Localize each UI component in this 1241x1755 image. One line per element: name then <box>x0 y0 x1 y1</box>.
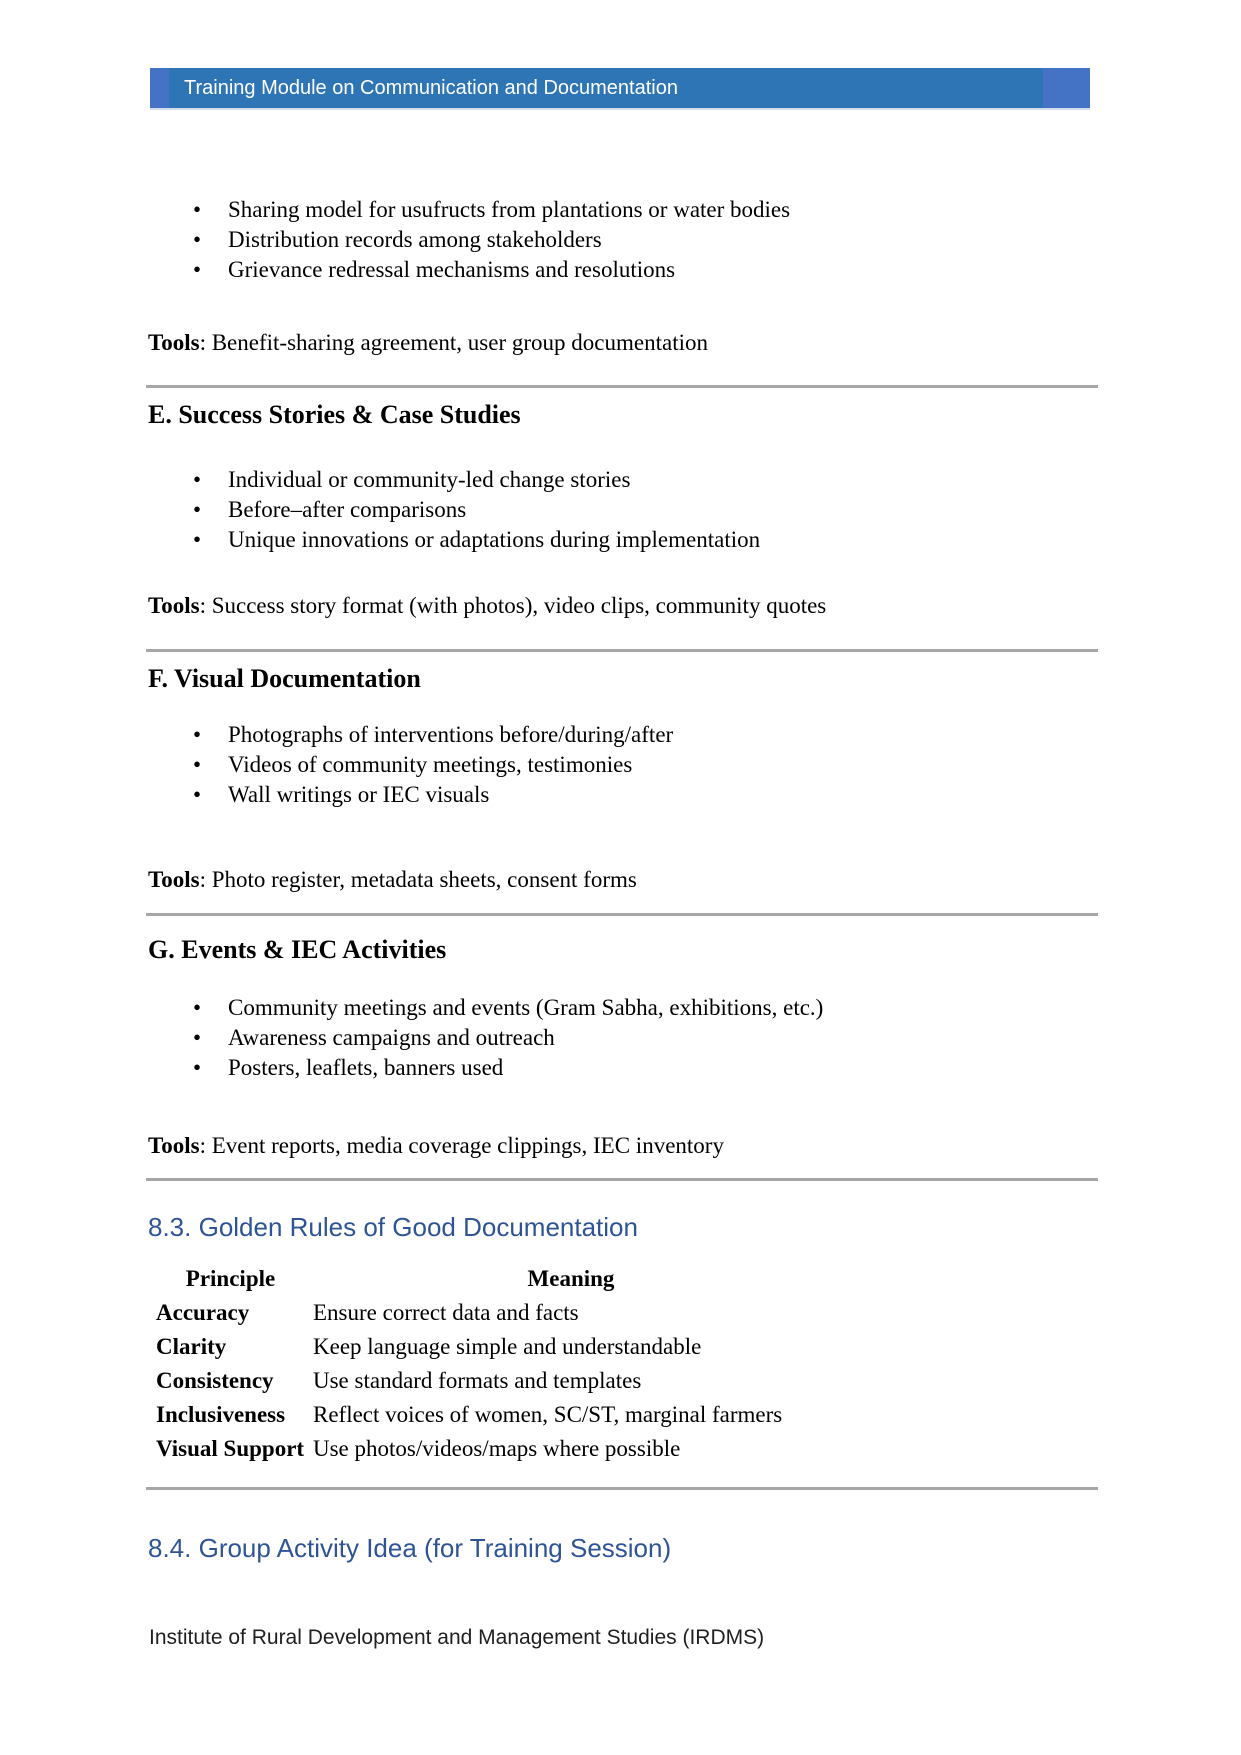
tools-label: Tools <box>148 1133 200 1158</box>
tools-line <box>148 1131 1098 1161</box>
section-divider <box>146 649 1098 652</box>
group-activity-heading: 8.4. Group Activity Idea (for Training Session) <box>148 1533 672 1563</box>
tools-text: : Event reports, media coverage clippings, IEC inventory <box>199 1133 724 1158</box>
table-cell-principle: Accuracy <box>156 1300 250 1325</box>
table-cell-principle: Consistency <box>156 1368 274 1393</box>
golden-rules-heading: 8.3. Golden Rules of Good Documentation <box>148 1212 638 1242</box>
table-cell-meaning: Use photos/videos/maps where possible <box>313 1436 681 1461</box>
tools-line <box>148 865 1098 895</box>
section-divider <box>146 913 1098 916</box>
table-cell-principle: Visual Support <box>156 1436 305 1461</box>
section-divider <box>146 1487 1098 1490</box>
header-accent-right <box>1043 68 1090 108</box>
tools-line <box>148 591 1098 621</box>
tools-line <box>148 328 1098 358</box>
list-item: • Sharing model for usufructs from plantations or water bodies <box>148 195 1098 225</box>
list-item: • Unique innovations or adaptations during implementation <box>148 525 1098 555</box>
section-heading-f: F. Visual Documentation <box>148 664 421 693</box>
table-cell-meaning: Ensure correct data and facts <box>313 1300 579 1325</box>
header-title: Training Module on Communication and Documentation <box>184 76 678 99</box>
tools-label: Tools <box>148 867 200 892</box>
section-divider <box>146 385 1098 388</box>
tools-text: : Benefit-sharing agreement, user group documentation <box>199 330 708 355</box>
tools-label: Tools <box>148 593 200 618</box>
list-item: • Videos of community meetings, testimonies <box>148 750 1098 780</box>
page-header-band <box>150 68 1090 110</box>
list-item: • Community meetings and events (Gram Sabha, exhibitions, etc.) <box>148 993 1098 1023</box>
list-item: • Individual or community-led change stories <box>148 465 1098 495</box>
section-f-bullet-list <box>148 720 1098 810</box>
golden-rules-table <box>148 1262 1098 1466</box>
section-divider <box>146 1178 1098 1181</box>
table-cell-meaning: Keep language simple and understandable <box>313 1334 702 1359</box>
table-cell-meaning: Use standard formats and templates <box>313 1368 642 1393</box>
list-item: • Distribution records among stakeholders <box>148 225 1098 255</box>
header-title-bar <box>169 68 1043 108</box>
footer-text: Institute of Rural Development and Management Studies (IRDMS) <box>149 1626 765 1649</box>
list-item: • Photographs of interventions before/during/after <box>148 720 1098 750</box>
section-heading-e: E. Success Stories & Case Studies <box>148 400 521 429</box>
list-item: • Awareness campaigns and outreach <box>148 1023 1098 1053</box>
table-header-principle: Principle <box>185 1266 276 1291</box>
tools-text: : Success story format (with photos), video clips, community quotes <box>199 593 827 618</box>
intro-bullet-list <box>148 195 1098 285</box>
header-accent-left <box>150 68 169 108</box>
tools-text: : Photo register, metadata sheets, consent forms <box>199 867 637 892</box>
section-heading-g: G. Events & IEC Activities <box>148 935 447 964</box>
tools-label: Tools <box>148 330 200 355</box>
list-item: • Wall writings or IEC visuals <box>148 780 1098 810</box>
table-cell-principle: Inclusiveness <box>156 1402 286 1427</box>
section-e-bullet-list <box>148 465 1098 555</box>
table-cell-meaning: Reflect voices of women, SC/ST, marginal farmers <box>313 1402 783 1427</box>
list-item: • Before–after comparisons <box>148 495 1098 525</box>
list-item: • Posters, leaflets, banners used <box>148 1053 1098 1083</box>
list-item: • Grievance redressal mechanisms and resolutions <box>148 255 1098 285</box>
section-g-bullet-list <box>148 993 1098 1083</box>
table-cell-principle: Clarity <box>156 1334 227 1359</box>
table-header-meaning: Meaning <box>527 1266 615 1291</box>
